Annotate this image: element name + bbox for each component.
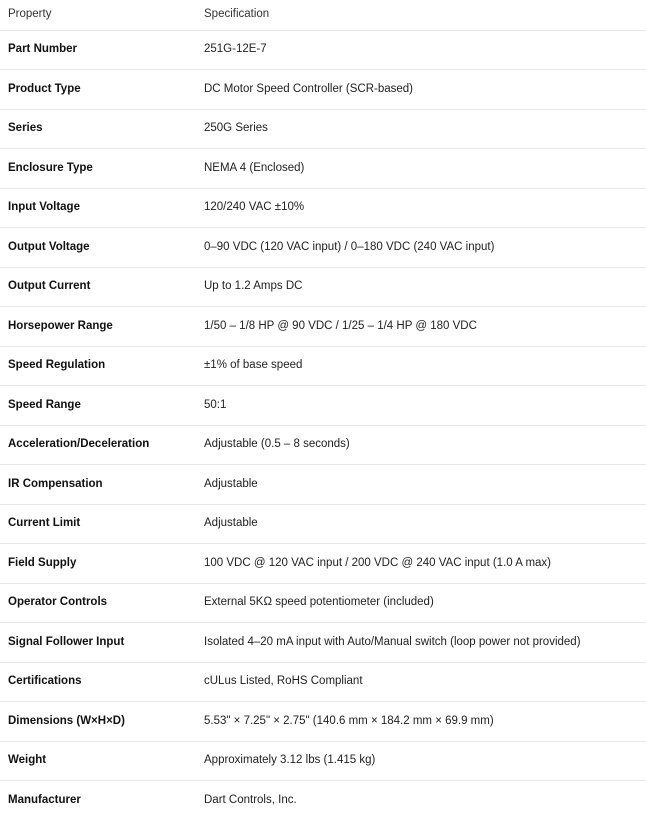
row-property-label: Horsepower Range (0, 307, 196, 347)
row-property-label: Field Supply (0, 544, 196, 584)
row-property-label: IR Compensation (0, 465, 196, 505)
table-row (0, 465, 646, 505)
column-header-property: Property (0, 0, 196, 30)
row-specification-value: 1/50 – 1/8 HP @ 90 VDC / 1/25 – 1/4 HP @ 180 VDC (196, 307, 646, 347)
table-row (0, 583, 646, 623)
row-specification-value: 100 VDC @ 120 VAC input / 200 VDC @ 240 VAC input (1.0 A max) (196, 544, 646, 584)
table-row (0, 109, 646, 149)
table-row (0, 149, 646, 189)
row-property-label: Input Voltage (0, 188, 196, 228)
table-header-row (0, 0, 646, 30)
row-property-label: Part Number (0, 30, 196, 70)
row-specification-value: 5.53" × 7.25" × 2.75" (140.6 mm × 184.2 mm × 69.9 mm) (196, 702, 646, 742)
row-property-label: Enclosure Type (0, 149, 196, 189)
table-row (0, 307, 646, 347)
table-row (0, 702, 646, 742)
row-property-label: Product Type (0, 70, 196, 110)
row-specification-value: Adjustable (196, 504, 646, 544)
row-specification-value: 50:1 (196, 386, 646, 426)
row-specification-value: ±1% of base speed (196, 346, 646, 386)
table-row (0, 623, 646, 663)
row-property-label: Output Current (0, 267, 196, 307)
table-row (0, 544, 646, 584)
row-property-label: Output Voltage (0, 228, 196, 268)
row-specification-value: 251G-12E-7 (196, 30, 646, 70)
row-property-label: Speed Regulation (0, 346, 196, 386)
row-property-label: Manufacturer (8, 794, 81, 806)
row-specification-value: External 5KΩ speed potentiometer (included) (196, 583, 646, 623)
row-specification-value: 0–90 VDC (120 VAC input) / 0–180 VDC (240 VAC input) (196, 228, 646, 268)
table-row (0, 386, 646, 426)
row-property-label: Weight (0, 741, 196, 781)
table-row (0, 741, 646, 781)
row-specification-value: Adjustable (196, 465, 646, 505)
table-header (0, 0, 646, 30)
row-property-label: Current Limit (0, 504, 196, 544)
row-property-label: Certifications (0, 662, 196, 702)
table-row (0, 425, 646, 465)
table-row (0, 662, 646, 702)
table-row (0, 346, 646, 386)
row-property-label: Dimensions (W×H×D) (0, 702, 196, 742)
row-specification-value: Isolated 4–20 mA input with Auto/Manual switch (loop power not provided) (196, 623, 646, 663)
table-row (0, 504, 646, 544)
row-specification-value: 120/240 VAC ±10% (196, 188, 646, 228)
row-specification-value: Adjustable (0.5 – 8 seconds) (196, 425, 646, 465)
table-row (0, 267, 646, 307)
row-specification-value: Dart Controls, Inc. (204, 794, 297, 806)
row-property-label: Speed Range (0, 386, 196, 426)
table-row (0, 228, 646, 268)
row-specification-value: NEMA 4 (Enclosed) (196, 149, 646, 189)
table-row (0, 188, 646, 228)
row-property-label: Series (0, 109, 196, 149)
table-body (0, 30, 646, 820)
row-specification-value: cULus Listed, RoHS Compliant (196, 662, 646, 702)
row-specification-value: Up to 1.2 Amps DC (196, 267, 646, 307)
row-property-label: Acceleration/Deceleration (0, 425, 196, 465)
table-row (0, 30, 646, 70)
table-row (0, 70, 646, 110)
row-property-label: Signal Follower Input (0, 623, 196, 663)
row-specification-value: 250G Series (196, 109, 646, 149)
row-property-label: Operator Controls (0, 583, 196, 623)
column-header-specification: Specification (196, 0, 646, 30)
row-specification-value: Approximately 3.12 lbs (1.415 kg) (196, 741, 646, 781)
table-row (0, 781, 646, 821)
row-specification-value: DC Motor Speed Controller (SCR-based) (196, 70, 646, 110)
